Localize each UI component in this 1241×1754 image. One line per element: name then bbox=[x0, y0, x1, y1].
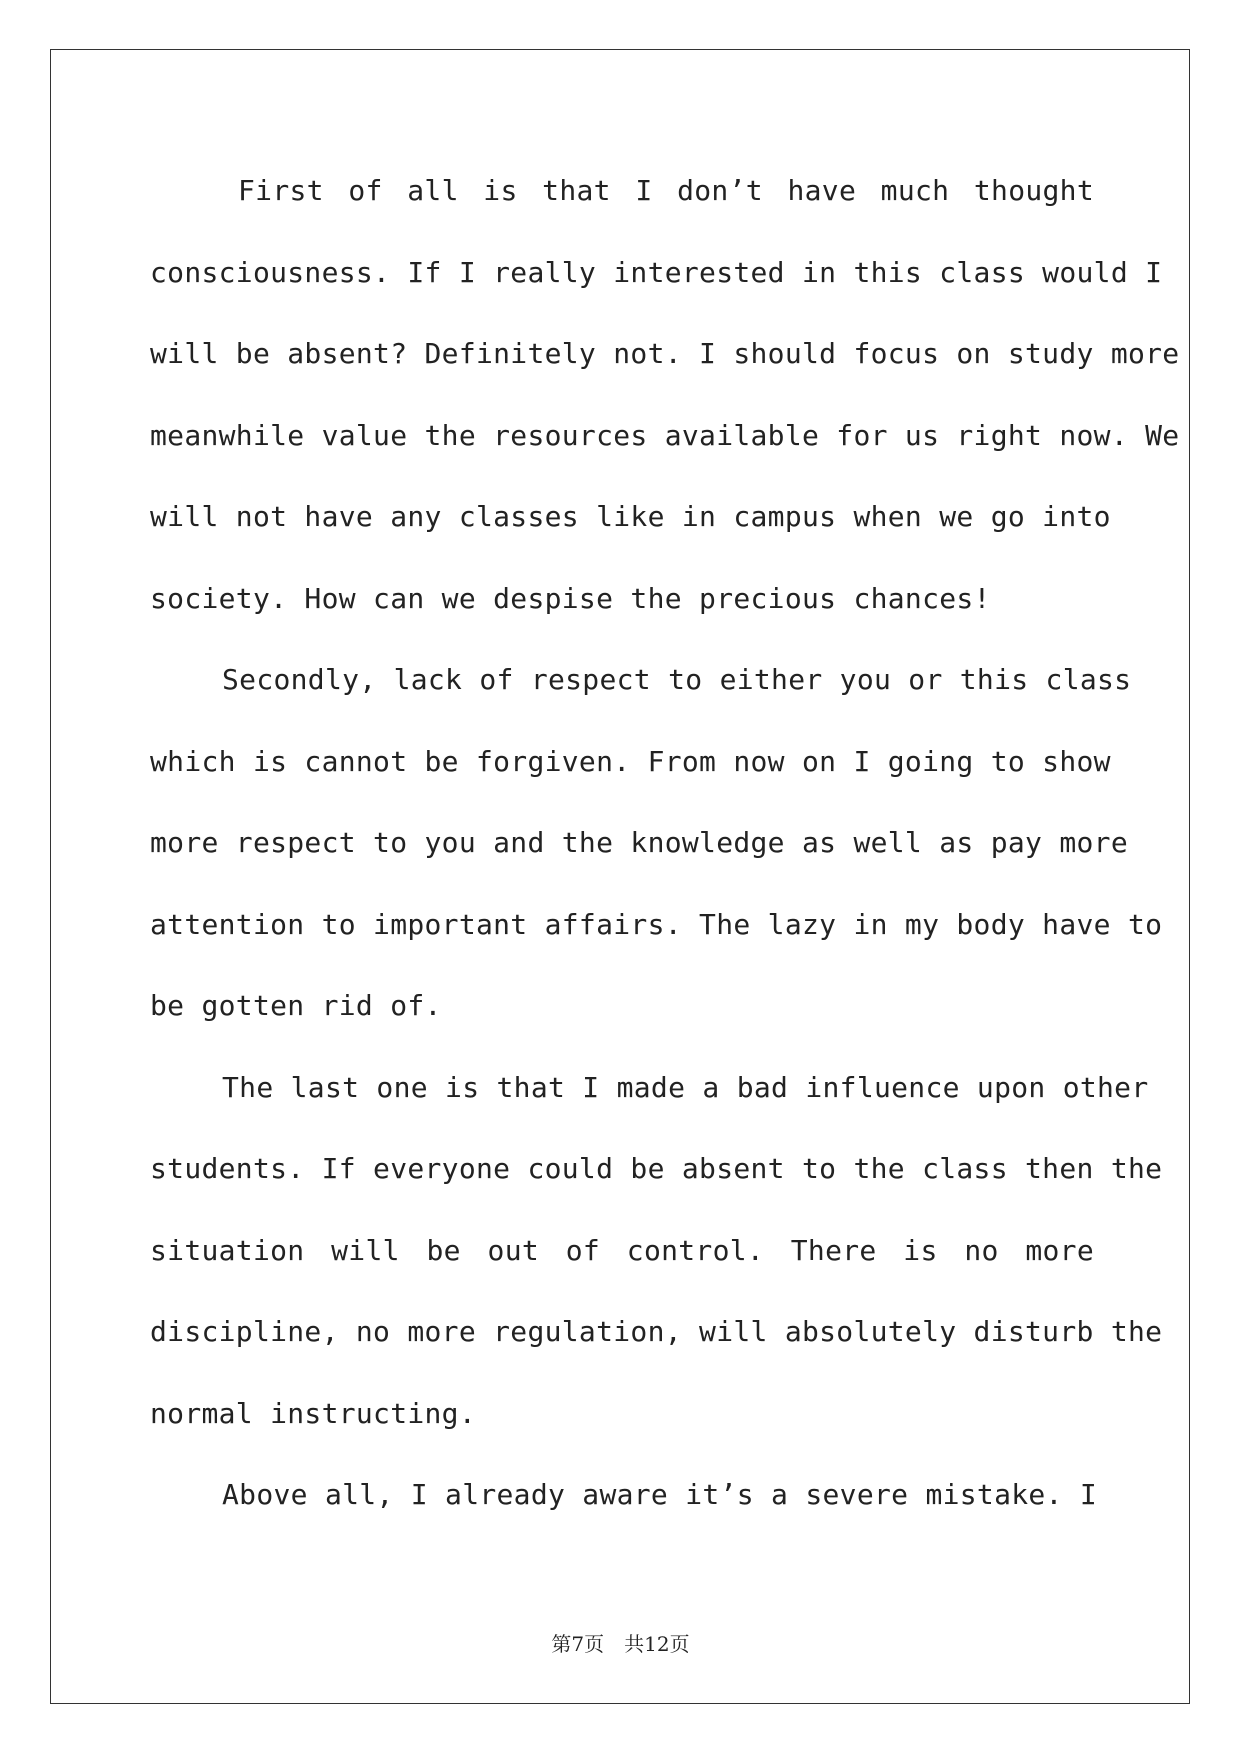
paragraph-2-line-2: which is cannot be forgiven. From now on I going to show bbox=[150, 744, 1111, 778]
paragraph-1-line-6: society. How can we despise the precious chances! bbox=[150, 581, 991, 615]
paragraph-2-line-1: Secondly, lack of respect to either you or this class bbox=[222, 663, 1132, 696]
page-number-label: 第7页 共12页 bbox=[551, 1632, 690, 1656]
paragraph-1-line-4: meanwhile value the resources available for us right now. We bbox=[150, 418, 1180, 452]
paragraph-3-line-3: situation will be out of control. There is no more bbox=[150, 1233, 1094, 1267]
paragraph-1-line-3: will be absent? Definitely not. I should focus on study more bbox=[150, 337, 1180, 370]
paragraph-1-line-2: consciousness. If I really interested in this class would I bbox=[150, 255, 1163, 289]
paragraph-3-line-5: normal instructing. bbox=[150, 1396, 476, 1430]
paragraph-3-line-1: The last one is that I made a bad influence upon other bbox=[222, 1070, 1149, 1104]
paragraph-1-line-5: will not have any classes like in campus when we go into bbox=[150, 500, 1111, 533]
document-body bbox=[150, 150, 1180, 1536]
paragraph-1-line-1: First of all is that I don’t have much thought bbox=[238, 174, 1094, 207]
paragraph-3-line-4: discipline, no more regulation, will absolutely disturb the bbox=[150, 1315, 1163, 1348]
paragraph-4-line-1: Above all, I already aware it’s a severe mistake. I bbox=[222, 1478, 1098, 1511]
page-number-footer bbox=[0, 1628, 1241, 1657]
paragraph-2-line-3: more respect to you and the knowledge as well as pay more bbox=[150, 826, 1128, 859]
paragraph-3-line-2: students. If everyone could be absent to the class then the bbox=[150, 1152, 1163, 1185]
paragraph-2-line-4: attention to important affairs. The lazy in my body have to bbox=[150, 907, 1163, 941]
paragraph-2-line-5: be gotten rid of. bbox=[150, 989, 442, 1022]
